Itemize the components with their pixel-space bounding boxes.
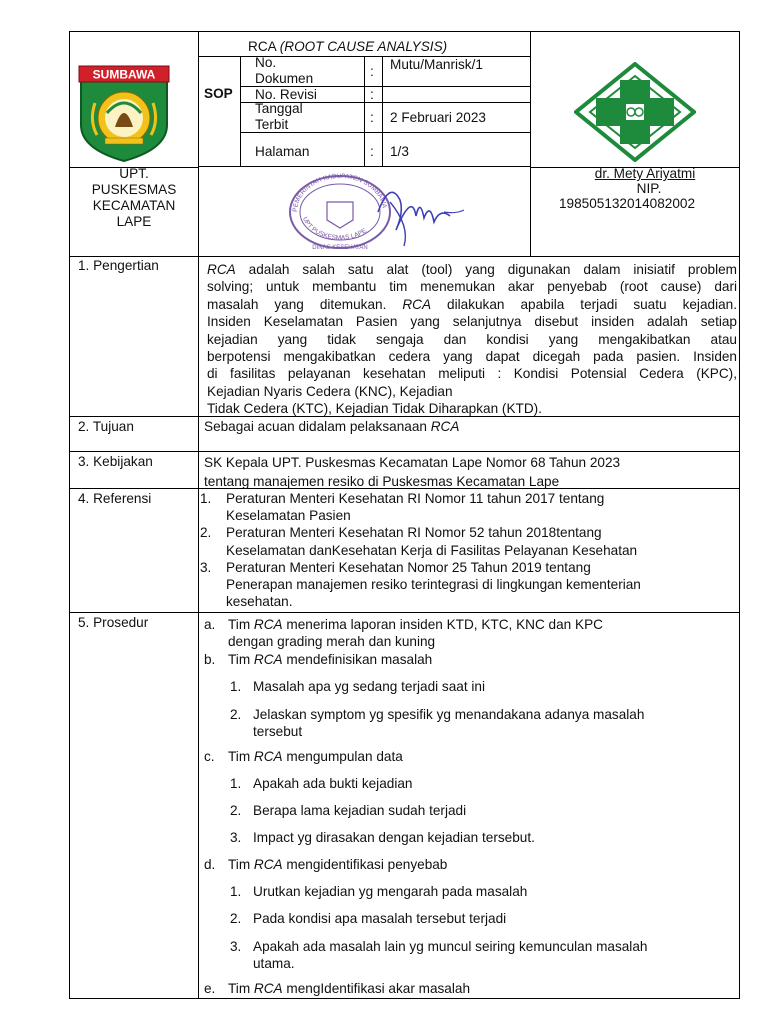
signer-block — [531, 166, 739, 211]
prosedur-d1-num: 1. — [230, 884, 242, 899]
referensi-item: 1. Peraturan Menteri Kesehatan RI Nomor 11 tahun 2017 tentang Keselamatan Pasien — [200, 491, 605, 524]
page-value: 1/3 — [390, 144, 409, 159]
issue-date-colon: : — [370, 110, 374, 125]
svg-text:SUMBAWA: SUMBAWA — [92, 67, 156, 82]
prosedur-d2-text: Pada kondisi apa masalah tersebut terjadi — [253, 911, 507, 926]
page-label: Halaman — [255, 144, 310, 159]
pengertian-line-7: di fasilitas pelayanan kesehatan meliputi : Kondisi Potensial Cedera (KPC), — [207, 366, 737, 382]
signature — [360, 172, 470, 252]
revision-label: No. Revisi — [255, 87, 317, 102]
pengertian-line-2: solving; untuk membantu tim menemukan akar penyebab (root cause) dari — [207, 279, 737, 295]
pengertian-line-4: Insiden Keselamatan Pasien yang selanjutnya disebut insiden adalah setiap — [207, 314, 737, 330]
svg-text:UPT PUSKESMAS LAPE: UPT PUSKESMAS LAPE — [301, 216, 368, 242]
prosedur-d3-line-2: utama. — [253, 956, 295, 971]
prosedur-d-text: Tim RCA mengidentifikasi penyebab — [228, 857, 448, 872]
issue-date-value: 2 Februari 2023 — [390, 110, 486, 125]
pengertian-line-6: berpotensi mengakibatkan cedera yang dapat dicegah pada pasien. Insiden — [207, 349, 737, 365]
svg-text:PEMERINTAH KABUPATEN SUMBAWA: PEMERINTAH KABUPATEN SUMBAWA — [291, 172, 388, 213]
prosedur-a-line-2: dengan grading merah dan kuning — [228, 634, 436, 649]
sop-label: SOP — [204, 86, 233, 101]
signer-nip-label: NIP. — [636, 181, 662, 196]
pengertian-line-8: Kejadian Nyaris Cedera (KNC), Kejadian — [207, 383, 453, 399]
document-title: RCA (ROOT CAUSE ANALYSIS) — [248, 39, 448, 54]
prosedur-b2-num: 2. — [230, 707, 242, 722]
prosedur-b-text: Tim RCA mendefinisikan masalah — [228, 652, 433, 667]
section-label-tujuan: 2. Tujuan — [78, 419, 134, 434]
referensi-item: 3. Peraturan Menteri Kesehatan Nomor 25 Tahun 2019 tentang Penerapan manajemen resiko terintegrasi di lingkungan kementerian kesehatan. — [200, 559, 641, 610]
prosedur-e-letter: e. — [204, 981, 216, 996]
referensi-item: 2. Peraturan Menteri Kesehatan RI Nomor 52 tahun 2018tentang Keselamatan danKesehatan Kerja di Fasilitas Pelayanan Kesehatan — [200, 525, 638, 558]
org-name: UPT. PUSKESMAS KECAMATAN LAPE — [91, 166, 177, 229]
prosedur-a-text: Tim RCA menerima laporan insiden KTD, KTC, KNC dan KPC — [228, 617, 603, 632]
prosedur-b1-num: 1. — [230, 679, 242, 694]
section-label-kebijakan: 3. Kebijakan — [78, 454, 153, 469]
section-label-pengertian: 1. Pengertian — [78, 258, 159, 273]
prosedur-b2-line-2: tersebut — [253, 724, 303, 739]
doc-number-label: No. Dokumen — [255, 55, 314, 86]
section-body-kebijakan: SK Kepala UPT. Puskesmas Kecamatan Lape Nomor 68 Tahun 2023 tentang manajemen resiko di Puskesmas Kecamatan Lape — [204, 455, 621, 489]
doc-number-colon: : — [370, 64, 374, 79]
pengertian-line-3: masalah yang ditemukan. RCA dilakukan apabila terjadi suatu kejadian. — [207, 296, 737, 312]
prosedur-d3-num: 3. — [230, 939, 242, 954]
prosedur-b2-text: Jelaskan symptom yg spesifik yg menandakana adanya masalah — [253, 707, 645, 722]
issue-date-label: Tanggal Terbit — [255, 101, 303, 132]
prosedur-c-letter: c. — [204, 749, 215, 764]
prosedur-c2-num: 2. — [230, 803, 242, 818]
section-label-prosedur: 5. Prosedur — [78, 615, 149, 630]
prosedur-b-letter: b. — [204, 652, 216, 667]
section-label-referensi: 4. Referensi — [78, 491, 152, 506]
pengertian-line-9: Tidak Cedera (KTC), Kejadian Tidak Diharapkan (KTD). — [207, 401, 542, 417]
prosedur-c1-text: Apakah ada bukti kejadian — [253, 776, 413, 791]
prosedur-d1-text: Urutkan kejadian yg mengarah pada masalah — [253, 884, 528, 899]
referensi-list — [200, 490, 736, 610]
prosedur-c3-num: 3. — [230, 830, 242, 845]
sumbawa-regency-logo — [75, 63, 173, 163]
signer-name: dr. Mety Ariyatmi — [594, 166, 696, 181]
revision-colon: : — [370, 87, 374, 102]
prosedur-c3-text: Impact yg dirasakan dengan kejadian tersebut. — [253, 830, 535, 845]
prosedur-b1-text: Masalah apa yg sedang terjadi saat ini — [253, 679, 485, 694]
page-colon: : — [370, 144, 374, 159]
puskesmas-logo — [574, 62, 696, 162]
svg-text:DINAS KESEHATAN: DINAS KESEHATAN — [312, 245, 368, 250]
prosedur-c-text: Tim RCA mengumpulan data — [228, 749, 403, 764]
prosedur-e-text: Tim RCA mengIdentifikasi akar masalah — [228, 981, 471, 996]
signer-nip: 198505132014082002 — [558, 196, 696, 211]
prosedur-c2-text: Berapa lama kejadian sudah terjadi — [253, 803, 467, 818]
section-body-tujuan: Sebagai acuan didalam pelaksanaan RCA — [204, 419, 460, 434]
prosedur-d3-text: Apakah ada masalah lain yg muncul seiring kemunculan masalah — [253, 939, 648, 954]
pengertian-line-5: kejadian yang tidak sengaja dan kondisi yang mengakibatkan atau — [207, 331, 737, 347]
prosedur-a-letter: a. — [204, 617, 216, 632]
pengertian-line-1: RCA adalah salah satu alat (tool) yang digunakan dalam inisiatif problem — [207, 262, 737, 277]
doc-number-value: Mutu/Manrisk/1 — [390, 57, 483, 72]
prosedur-d-letter: d. — [204, 857, 216, 872]
prosedur-d2-num: 2. — [230, 911, 242, 926]
prosedur-c1-num: 1. — [230, 776, 242, 791]
section-body-pengertian — [207, 261, 737, 418]
